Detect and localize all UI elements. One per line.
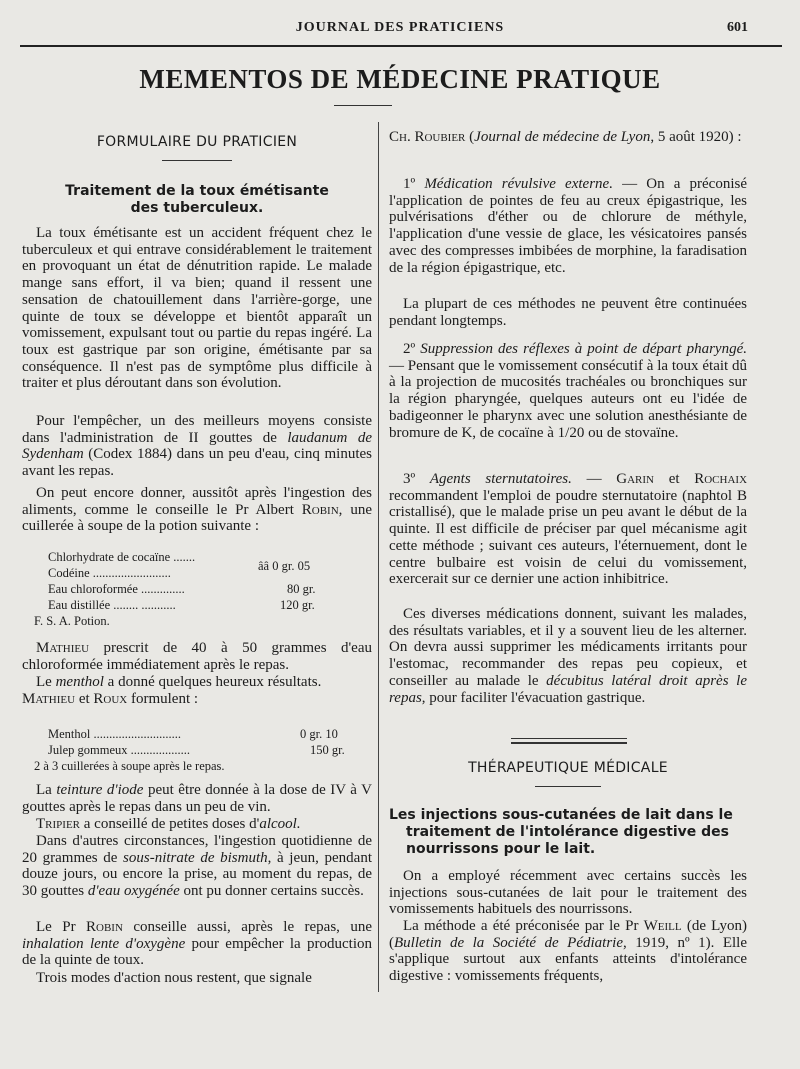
- section-divider-rule: [511, 738, 627, 739]
- page-number: 601: [727, 20, 748, 35]
- formula-row: Menthol ............................ 0 gr. 10: [48, 727, 338, 741]
- section-rule: [162, 160, 232, 161]
- section-rule: [535, 786, 601, 787]
- section-divider-rule: [511, 742, 627, 744]
- method-summary: Ces diverses médications donnent, suivant les malades, des résultats variables, et il y a souvent lieu de les alterner. On devra aussi supprimer les médicaments irritants pour l'estomac, recommander des repas peu copieux, et conseiller au malade le décubitus latéral droit après le repas, pour faciliter l'évacuation gastrique.: [389, 606, 747, 706]
- citation-paragraph: Ch. Roubier (Journal de médecine de Lyon, 5 août 1920) :: [389, 129, 742, 145]
- column-divider: [378, 122, 379, 992]
- paragraph-1: La toux émétisante est un accident fréquent chez le tuberculeux et qui entrave considérablement le traitement en provoquant un état de dénutrition rapide. Le malade mange sans effort, il va bien; quand il ressent une sensation de chatouillement dans l'arrière-gorge, une quinte de toux se développe et bientôt apparaît un vomissement, expulsant tout ou partie du repas ingéré. La toux est gastrique par son origine, émétisante par sa conséquence. Il n'est pas de symptôme plus difficile à traiter et plus déroutant dans son évolution.: [22, 225, 372, 392]
- method-1-note: La plupart de ces méthodes ne peuvent être continuées pendant longtemps.: [389, 296, 747, 329]
- formula-row: Codéine ......................... ââ 0 gr. 05: [48, 559, 311, 580]
- formula-row: Chlorhydrate de cocaïne .......: [48, 550, 196, 564]
- method-3: 3º Agents sternutatoires. — Garin et Rochaix recommandent l'emploi de poudre sternutatoire (naphtol B cristallisé), que le malade prise un peu avant le début de la quinte. Il est difficile de préciser par quel mécanisme agit cette méthode ; suivant ces auteurs, l'éternuement, dont le centre bulbaire est voisin de celui du vomissement, exercerait sur ce dernier une action inhibitrice.: [389, 471, 748, 588]
- journal-title: JOURNAL DES PRATICIENS: [295, 20, 505, 35]
- article-title-line-2: des tuberculeux.: [130, 200, 264, 216]
- method-1: 1º Médication révulsive externe. — On a préconisé l'application de pointes de feu au creux épigastrique, les pulvérisations d'éther ou de chlorure de méthyle, l'application d'une vessie de glace, les vésicatoires pansés avec des compresses imbibées de morphine, la faradisation de la région épigastrique, etc.: [389, 176, 748, 276]
- main-title: MEMENTOS DE MÉDECINE PRATIQUE: [139, 64, 661, 94]
- article-title-injections: Les injections sous-cutanées de lait dans le traitement de l'intolérance digestive des nourrissons pour le lait.: [389, 807, 733, 857]
- paragraph-9: Le Pr Robin conseille aussi, après le repas, une inhalation lente d'oxygène pour empêcher la production de la quinte de toux.: [22, 919, 372, 969]
- running-head: [0, 20, 800, 42]
- paragraph-6: La teinture d'iode peut être donnée à la dose de IV à V gouttes après le repas dans un peu de vin.: [22, 782, 372, 815]
- paragraph-3: On peut encore donner, aussitôt après l'ingestion des aliments, comme le conseille le Pr Albert Robin, une cuillerée à soupe de la potion suivante :: [22, 485, 372, 535]
- paragraph-10: Trois modes d'action nous restent, que signale: [36, 970, 312, 986]
- section-heading-therapeutique: THÉRAPEUTIQUE MÉDICALE: [468, 760, 668, 776]
- formula-row: Julep gommeux ................... 150 gr.: [48, 743, 345, 757]
- paragraph-7: Tripier a conseillé de petites doses d'alcool.: [36, 816, 301, 832]
- injections-paragraph-1: On a employé récemment avec certains succès les injections sous-cutanées de lait pour le traitement des vomissements habituels des nourrissons.: [389, 868, 747, 918]
- formula-note: F. S. A. Potion.: [34, 614, 110, 628]
- formula-row: Eau chloroformée .............. 80 gr.: [48, 582, 316, 596]
- article-title-line-1: Traitement de la toux émétisante: [65, 183, 329, 199]
- paragraph-5: Le menthol a donné quelques heureux résultats. Mathieu et Roux formulent :: [22, 674, 322, 707]
- injections-paragraph-2: La méthode a été préconisée par le Pr Weill (de Lyon) (Bulletin de la Société de Pédiatrie, 1919, nº 1). Elle s'applique surtout aux enfants atteints d'intolérance digestive : vomissements fréquents,: [389, 918, 748, 985]
- formula-row: Eau distillée ........ ........... 120 gr.: [48, 598, 315, 612]
- title-ornament-rule: [334, 105, 392, 106]
- formula-menthol: [48, 726, 358, 758]
- formula-note: 2 à 3 cuillerées à soupe après le repas.: [34, 759, 225, 773]
- paragraph-2: Pour l'empêcher, un des meilleurs moyens consiste dans l'administration de II gouttes de laudanum de Sydenham (Codex 1884) dans un peu d'eau, cinq minutes avant les repas.: [22, 413, 372, 480]
- article-title: [22, 183, 372, 217]
- paragraph-8: Dans d'autres circonstances, l'ingestion quotidienne de 20 grammes de sous-nitrate de bismuth, à jeun, pendant douze jours, ou encore la prise, au moment du repas, de 30 gouttes d'eau oxygénée ont pu donner certains succès.: [22, 833, 372, 900]
- formula-potion: [48, 549, 348, 613]
- method-2: 2º Suppression des réflexes à point de départ pharyngé. — Pensant que le vomissement consécutif à la toux était dû à la projection de mucosités trachéales ou bronchiques sur la région pharyngée, quelques auteurs ont eu l'idée de badigeonner le pharynx avec une solution anesthésiante de bromure de K, de cocaïne à 1/20 ou de stovaïne.: [389, 341, 747, 441]
- paragraph-4: Mathieu prescrit de 40 à 50 grammes d'eau chloroformée immédiatement après le repas.: [22, 640, 372, 673]
- section-heading-formulaire: FORMULAIRE DU PRATICIEN: [96, 134, 298, 150]
- header-rule: [20, 45, 782, 47]
